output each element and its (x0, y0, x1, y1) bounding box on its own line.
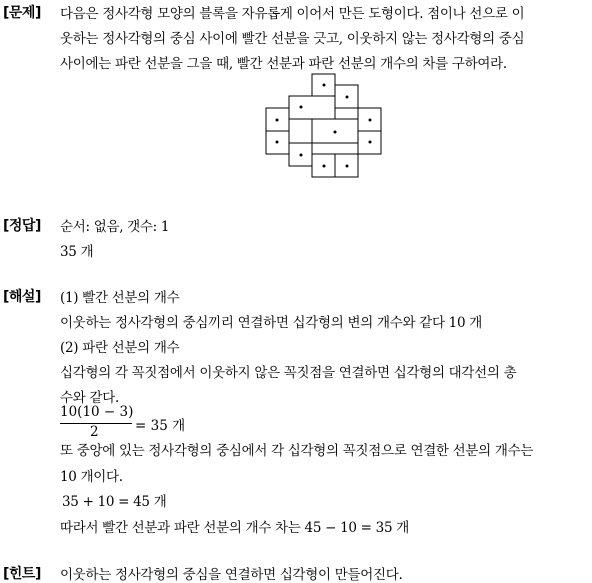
formula-denominator: 2 (90, 424, 99, 440)
hint-tag: [힌트] (3, 566, 41, 582)
part2-text-a: 십각형의 각 꼭짓점에서 이웃하지 않은 꼭짓점을 연결하면 십각형의 대각선의 총 (60, 365, 517, 381)
formula-numerator: 10(10 − 3) (60, 404, 134, 420)
part1-title: (1) 빨간 선분의 개수 (60, 290, 180, 306)
hint-text: 이웃하는 정사각형의 중심을 연결하면 십각형이 만들어진다. (60, 567, 403, 583)
answer-line-1: 순서: 없음, 갯수: 1 (60, 219, 170, 235)
block-figure (262, 72, 392, 184)
explanation-tag: [해설] (3, 289, 41, 305)
part2-title: (2) 파란 선분의 개수 (60, 340, 180, 356)
problem-line-3: 사이에는 파란 선분을 그을 때, 빨간 선분과 파란 선분의 개수의 차를 구하여라. (60, 56, 507, 72)
part2-text-b: 수와 같다. (60, 390, 119, 406)
part1-text: 이웃하는 정사각형의 중심끼리 연결하면 십각형의 변의 개수와 같다 10 개 (60, 315, 482, 331)
part3-text-a: 또 중앙에 있는 정사각형의 중심에서 각 십각형의 꼭짓점으로 연결한 선분의 개수는 (60, 443, 534, 459)
problem-line-1: 다음은 정사각형 모양의 블록을 자유롭게 이어서 만든 도형이다. 점이나 선으로 이 (60, 6, 525, 22)
problem-tag: [문제] (3, 5, 41, 21)
sum-formula: 35 + 10 = 45 개 (62, 494, 167, 510)
part3-text-b: 10 개이다. (60, 469, 123, 485)
formula-result: = 35 개 (135, 418, 186, 434)
answer-tag: [정답] (3, 218, 41, 234)
answer-line-2: 35 개 (60, 244, 94, 260)
problem-line-2: 웃하는 정사각형의 중심 사이에 빨간 선분을 긋고, 이웃하지 않는 정사각형의 중심 (60, 31, 525, 47)
conclusion: 따라서 빨간 선분과 파란 선분의 개수 차는 45 − 10 = 35 개 (60, 520, 409, 536)
